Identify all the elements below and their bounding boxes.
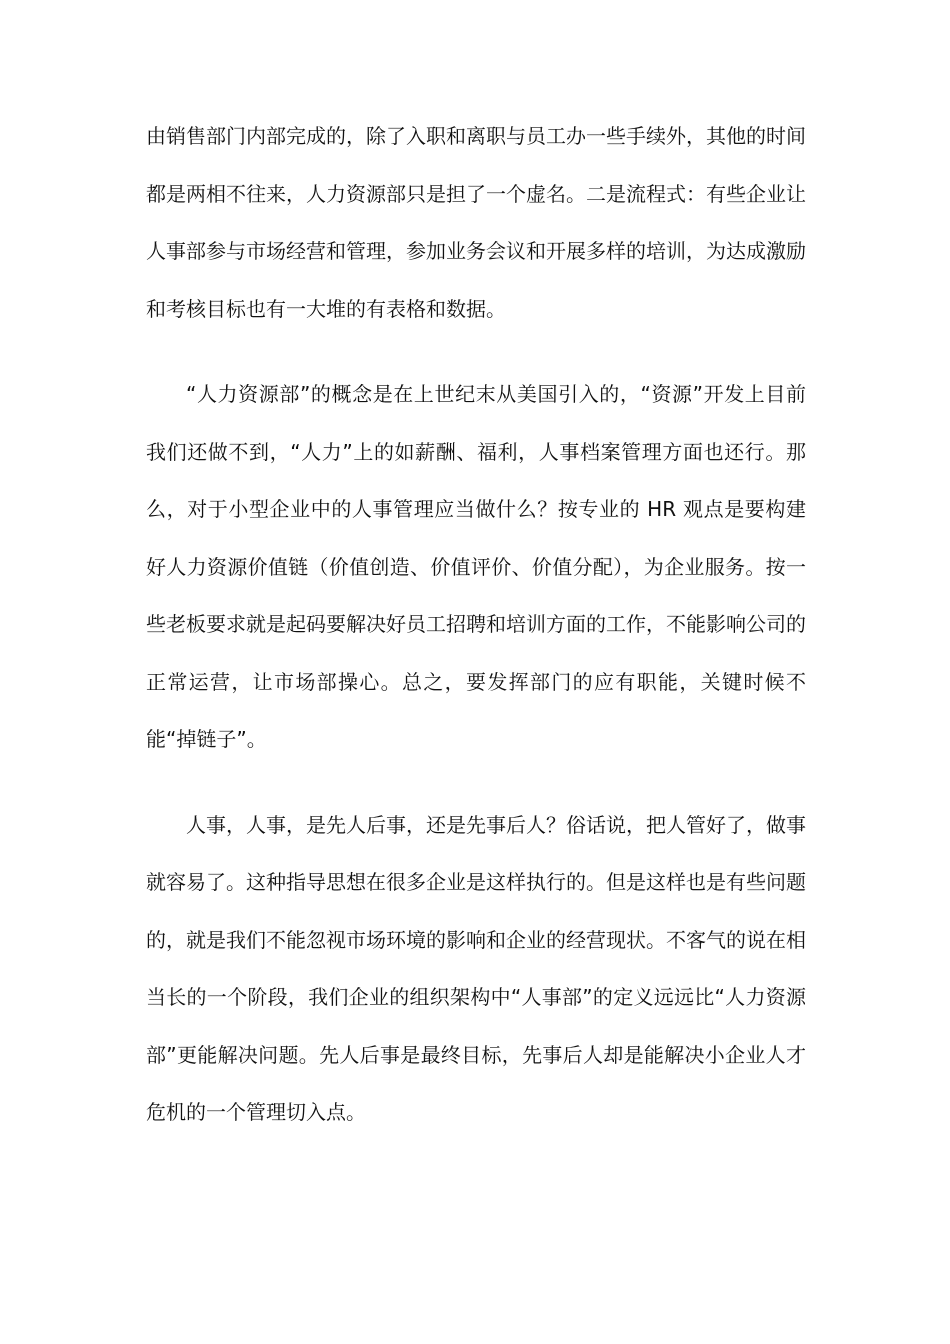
paragraph-1: 由销售部门内部完成的，除了入职和离职与员工办一些手续外，其他的时间都是两相不往来，人力资源部只是担了一个虚名。二是流程式：有些企业让人事部参与市场经营和管理，参加业务会议和开展多样的培训，为达成激励和考核目标也有一大堆的有表格和数据。 — [146, 124, 806, 321]
paragraph-2: “人力资源部”的概念是在上世纪末从美国引入的，“资源”开发上目前我们还做不到，“人力”上的如薪酬、福利，人事档案管理方面也还行。那么，对于小型企业中的人事管理应当做什么？按专业的 HR 观点是要构建好人力资源价值链（价值创造、价值评价、价值分配），为企业服务。按一些老板要求就是起码要解决好员工招聘和培训方面的工作，不能影响公司的正常运营，让市场部操心。总之，要发挥部门的应有职能，关键时候不能“掉链子”。 — [146, 382, 806, 751]
document-body — [146, 108, 806, 1142]
paragraph-3: 人事，人事，是先人后事，还是先事后人？俗话说，把人管好了，做事就容易了。这种指导思想在很多企业是这样执行的。但是这样也是有些问题的，就是我们不能忽视市场环境的影响和企业的经营现状。不客气的说在相当长的一个阶段，我们企业的组织架构中“人事部”的定义远远比“人力资源部”更能解决问题。先人后事是最终目标，先事后人却是能解决小企业人才危机的一个管理切入点。 — [146, 812, 806, 1124]
